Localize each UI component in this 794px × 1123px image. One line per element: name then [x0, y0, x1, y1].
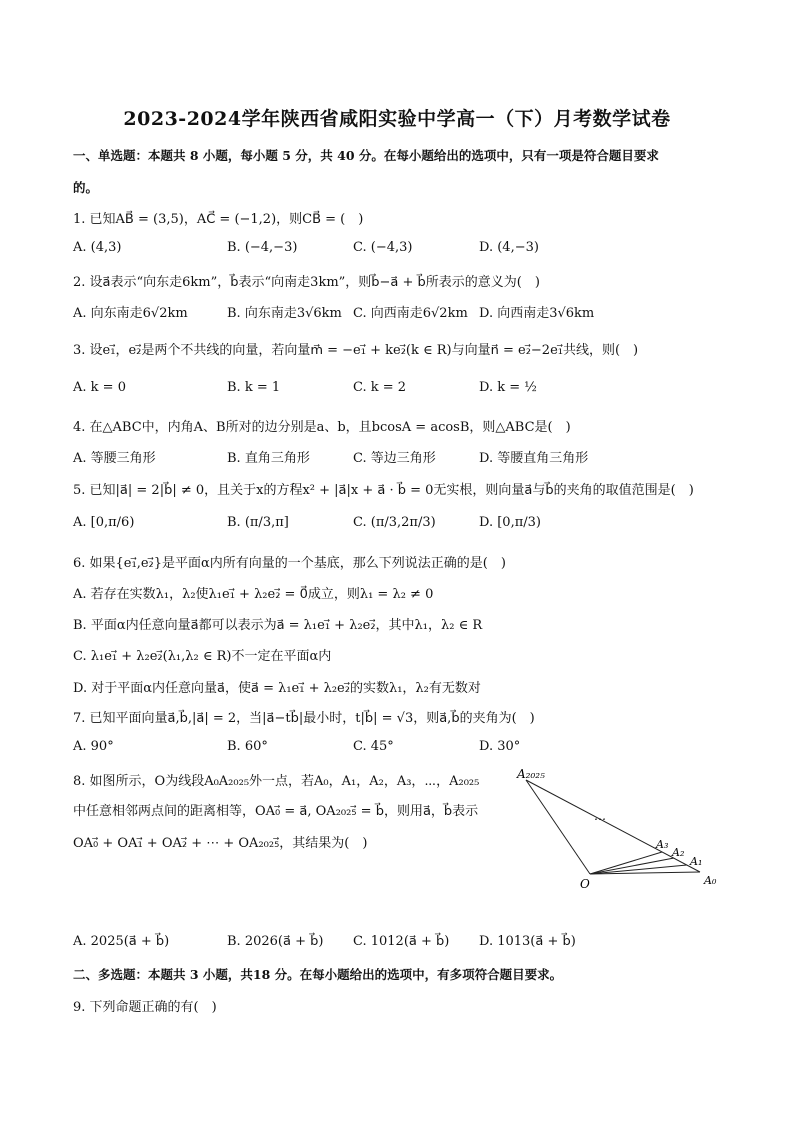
question-4-option-a: A. 等腰三角形	[73, 451, 156, 466]
question-4-options	[73, 447, 753, 465]
question-5-option-d: D. [0,π/3)	[479, 515, 541, 530]
ray-o-a2	[590, 858, 674, 874]
section-1-header-cont: 的。	[73, 180, 99, 195]
question-2-option-b: B. 向东南走3√6km	[227, 306, 342, 321]
question-6-option-c: C. λ₁e₁⃗ + λ₂e₂⃗(λ₁,λ₂ ∈ R)不一定在平面α内	[73, 649, 332, 664]
question-6-option-d: D. 对于平面α内任意向量a⃗，使a⃗ = λ₁e₁⃗ + λ₂e₂⃗的实数λ₁，λ₂有无数对	[73, 681, 481, 696]
label-a2: A₂	[672, 846, 685, 859]
question-5-options	[73, 515, 753, 533]
question-8-option-d: D. 1013(a⃗ + b⃗)	[479, 934, 576, 949]
question-4-stem: 4. 在△ABC中，内角A、B所对的边分别是a、b，且bcosA = acosB，则△ABC是( )	[73, 420, 571, 435]
question-8-options	[73, 934, 753, 952]
question-1-option-a: A. (4,3)	[73, 240, 122, 255]
question-6-stem: 6. 如果{e₁⃗,e₂⃗}是平面α内所有向量的一个基底，那么下列说法正确的是( )	[73, 556, 506, 571]
question-2-options	[73, 302, 753, 320]
question-3-options	[73, 380, 753, 398]
question-2-option-d: D. 向西南走3√6km	[479, 306, 595, 321]
question-3-option-b: B. k = 1	[227, 380, 281, 395]
question-4-option-d: D. 等腰直角三角形	[479, 451, 589, 466]
question-7-option-b: B. 60°	[227, 739, 268, 754]
question-3-option-d: D. k = ½	[479, 380, 537, 395]
section-1-header: 一、单选题：本题共 8 小题，每小题 5 分，共 40 分。在每小题给出的选项中，只有一项是符合题目要求	[73, 148, 659, 163]
label-a0: A₀	[704, 874, 717, 887]
question-8-stem-line-3: OA₀⃗ + OA₁⃗ + OA₂⃗ + ⋯ + OA₂₀₂₅⃗，其结果为( )	[73, 836, 368, 851]
question-1-options	[73, 240, 753, 258]
question-1-option-b: B. (−4,−3)	[227, 240, 298, 255]
label-a1: A₁	[690, 855, 703, 868]
question-8-option-b: B. 2026(a⃗ + b⃗)	[227, 934, 324, 949]
question-4-option-b: B. 直角三角形	[227, 451, 310, 466]
section-2-header: 二、多选题：本题共 3 小题，共18 分。在每小题给出的选项中，有多项符合题目要求。	[73, 967, 563, 982]
question-3-option-c: C. k = 2	[353, 380, 407, 395]
label-o: O	[580, 877, 590, 891]
question-2-option-a: A. 向东南走6√2km	[73, 306, 188, 321]
question-4-option-c: C. 等边三角形	[353, 451, 436, 466]
question-7-option-a: A. 90°	[73, 739, 114, 754]
label-a3: A₃	[656, 838, 669, 851]
question-5-stem: 5. 已知|a⃗| = 2|b⃗| ≠ 0，且关于x的方程x² + |a⃗|x + a⃗ · b⃗ = 0无实根，则向量a⃗与b⃗的夹角的取值范围是( )	[73, 483, 694, 498]
question-8-option-c: C. 1012(a⃗ + b⃗)	[353, 934, 450, 949]
question-8-stem-line-2: 中任意相邻两点间的距离相等，OA₀⃗ = a⃗, OA₂₀₂₅⃗ = b⃗，则用a⃗，b⃗表示	[73, 804, 479, 819]
question-7-option-d: D. 30°	[479, 739, 521, 754]
question-8-stem-line-1: 8. 如图所示，O为线段A₀A₂₀₂₅外一点，若A₀，A₁，A₂，A₃，⋯，A₂₀₂₅	[73, 774, 480, 789]
question-6-option-a: A. 若存在实数λ₁，λ₂使λ₁e₁⃗ + λ₂e₂⃗ = 0⃗成立，则λ₁ = λ₂ ≠ 0	[73, 587, 434, 602]
question-5-option-a: A. [0,π/6)	[73, 515, 135, 530]
question-7-stem: 7. 已知平面向量a⃗,b⃗,|a⃗| = 2，当|a⃗−tb⃗|最小时，t|b⃗| = √3，则a⃗,b⃗的夹角为( )	[73, 711, 535, 726]
question-5-option-b: B. (π/3,π]	[227, 515, 289, 530]
question-8-figure	[508, 766, 728, 894]
page-title: 2023-2024学年陕西省咸阳实验中学高一（下）月考数学试卷	[123, 108, 671, 130]
question-1-option-d: D. (4,−3)	[479, 240, 539, 255]
question-9-stem: 9. 下列命题正确的有( )	[73, 1000, 217, 1015]
ray-o-a2025	[526, 780, 590, 874]
question-1-stem: 1. 已知AB⃗ = (3,5)，AC⃗ = (−1,2)，则CB⃗ = ( )	[73, 212, 364, 227]
question-3-option-a: A. k = 0	[73, 380, 126, 395]
label-a2025: A₂₀₂₅	[517, 767, 545, 781]
question-1-option-c: C. (−4,3)	[353, 240, 413, 255]
question-8-option-a: A. 2025(a⃗ + b⃗)	[73, 934, 170, 949]
question-7-option-c: C. 45°	[353, 739, 394, 754]
question-6-option-b: B. 平面α内任意向量a⃗都可以表示为a⃗ = λ₁e₁⃗ + λ₂e₂⃗，其中λ₁，λ₂ ∈ R	[73, 618, 483, 633]
question-2-option-c: C. 向西南走6√2km	[353, 306, 468, 321]
question-5-option-c: C. (π/3,2π/3)	[353, 515, 436, 530]
question-7-options	[73, 739, 753, 757]
label-dots: …	[594, 809, 606, 823]
question-2-stem: 2. 设a⃗表示“向东走6km”，b⃗表示“向南走3km”，则b⃗−a⃗ + b⃗所表示的意义为( )	[73, 275, 540, 290]
question-3-stem: 3. 设e₁⃗，e₂⃗是两个不共线的向量，若向量m⃗ = −e₁⃗ + ke₂⃗(k ∈ R)与向量n⃗ = e₂⃗−2e₁⃗共线，则( )	[73, 343, 639, 358]
